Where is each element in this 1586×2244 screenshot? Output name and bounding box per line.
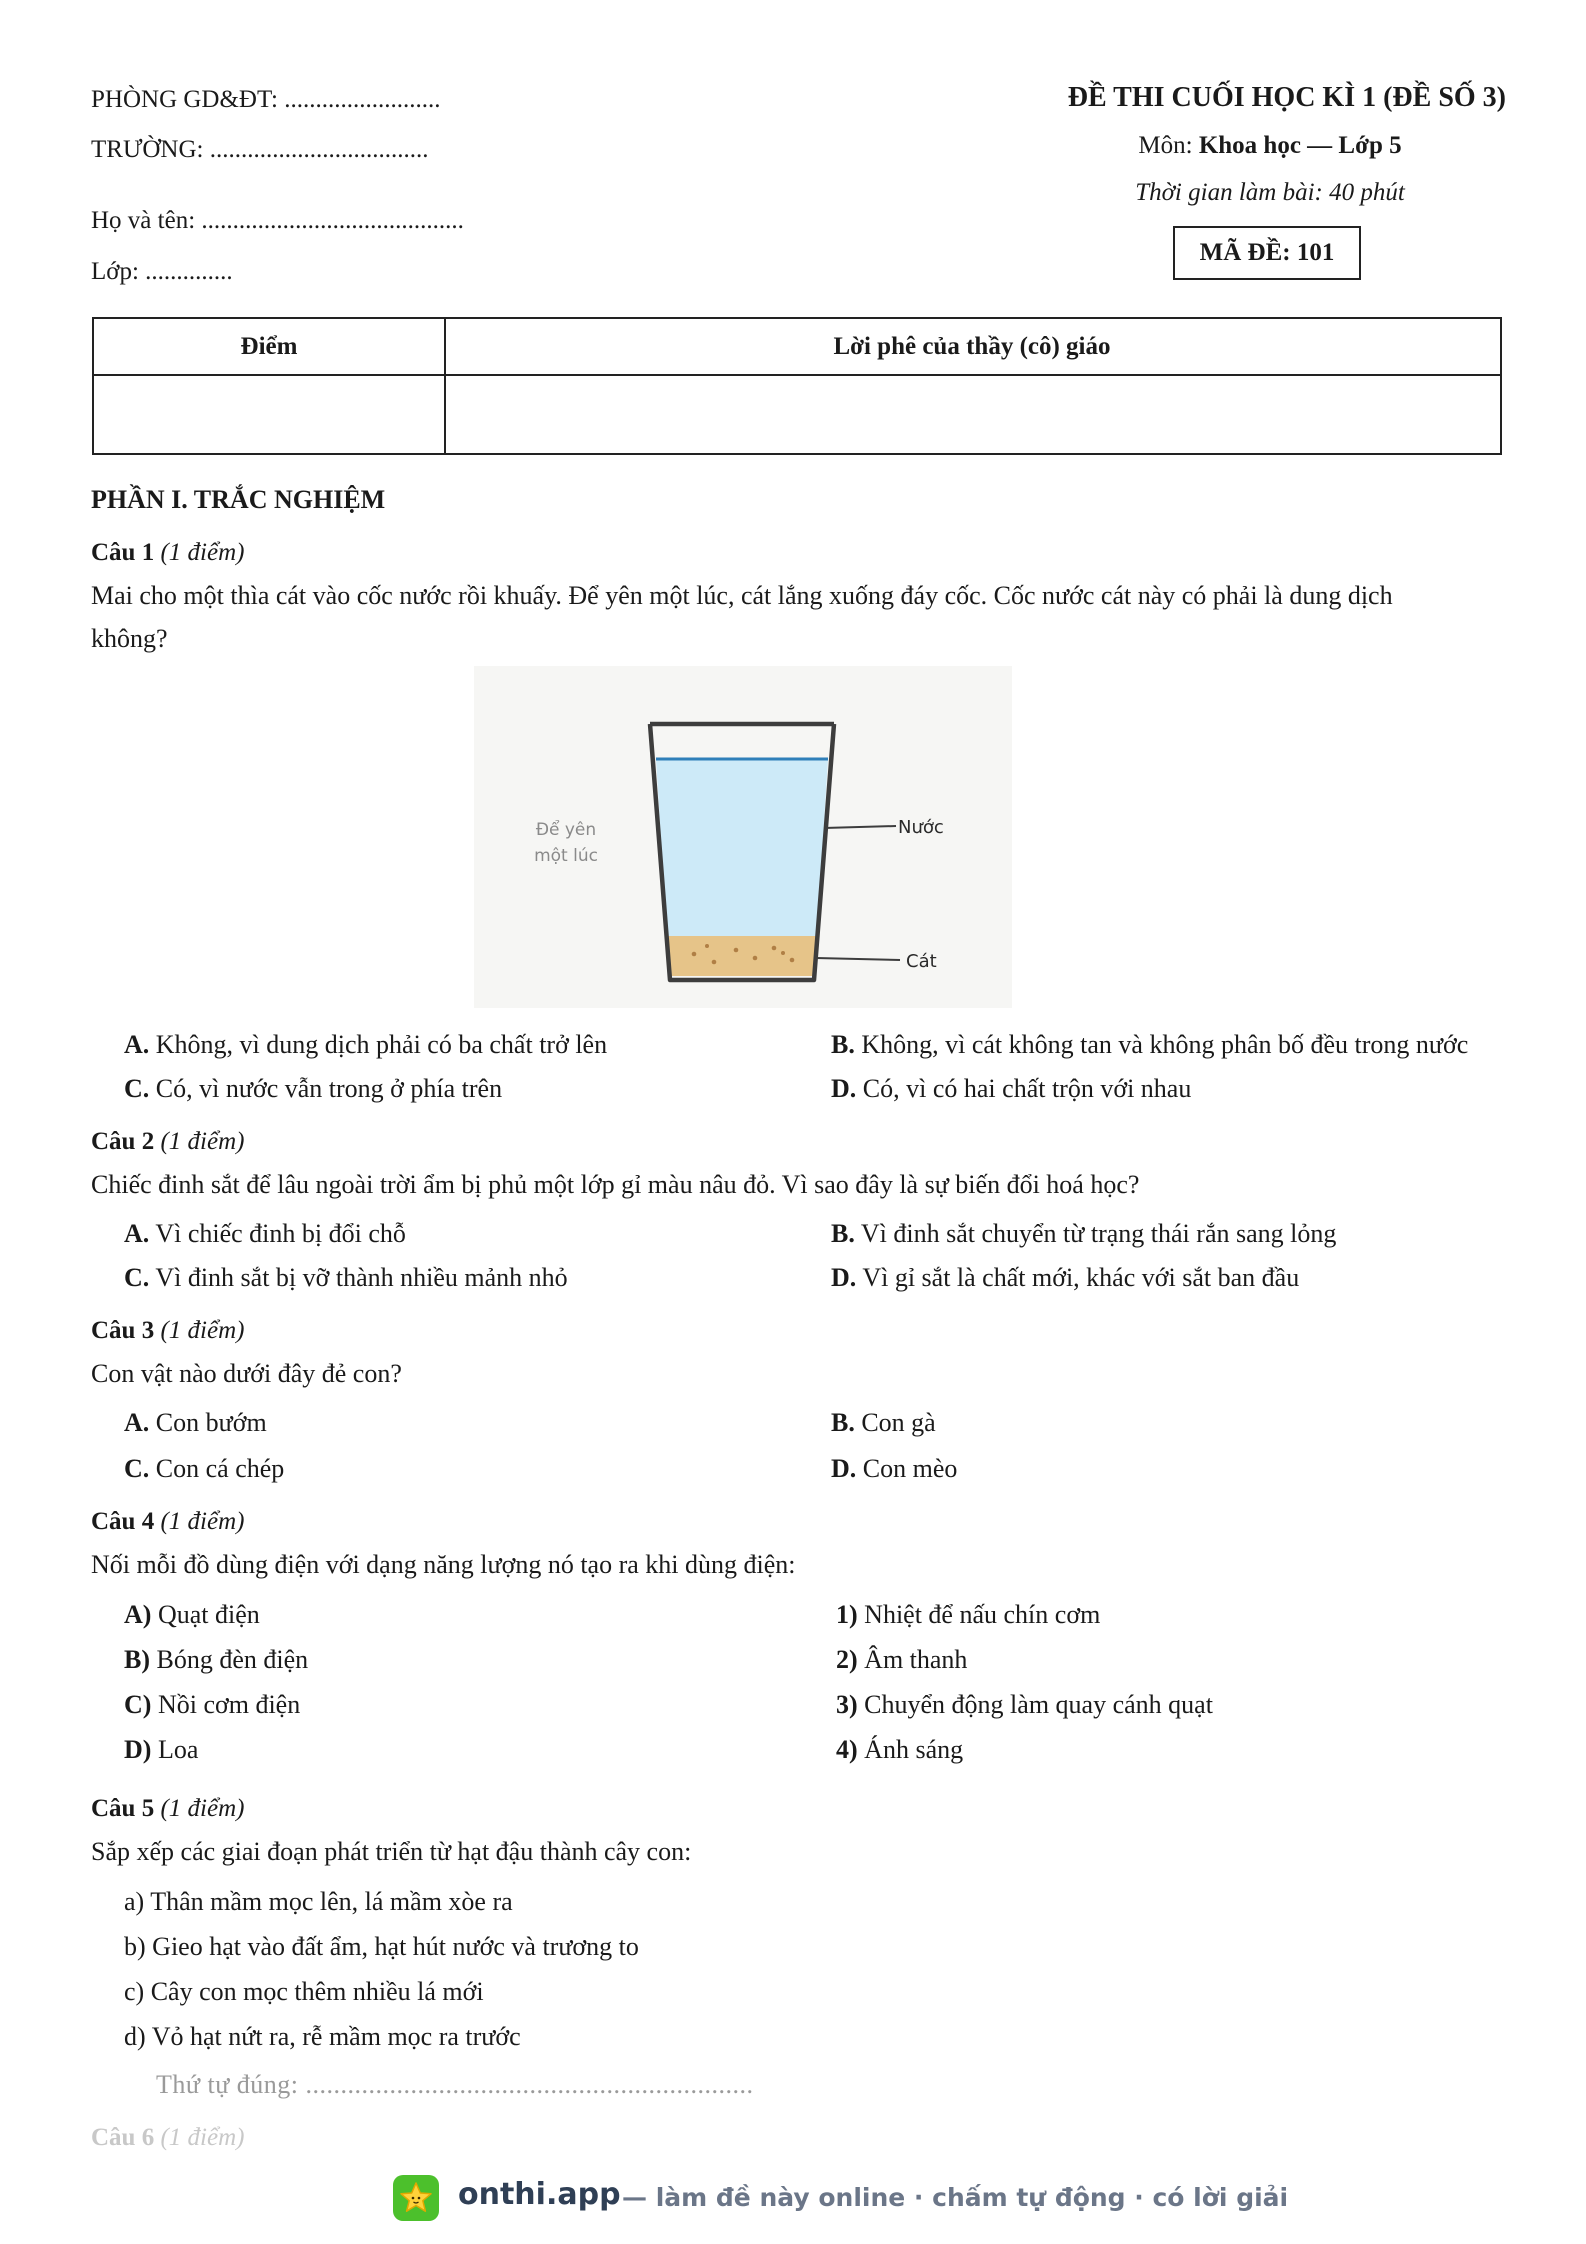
match-key: 4) [836,1735,858,1764]
water-fill [656,759,828,936]
water-label: Nước [898,817,944,838]
q4-left-item-d[interactable] [124,1735,198,1765]
question-points: (1 điểm) [160,1128,245,1155]
glass-figure [474,666,1012,1008]
option-text: Con cá chép [155,1454,285,1483]
question-points: (1 điểm) [160,539,245,566]
match-key: D) [124,1735,152,1764]
match-key: A) [124,1600,152,1629]
sand-layer [667,936,817,976]
option-letter: A. [124,1030,150,1059]
option-letter: A. [124,1408,150,1437]
onthi-logo[interactable] [393,2175,439,2221]
match-key: 3) [836,1690,858,1719]
match-key: C) [124,1690,152,1719]
caption-line-1: Để yên [535,820,597,840]
sand-pointer-line [816,958,900,960]
question-label: Câu 6 [91,2124,155,2151]
q5-step-d [124,2022,521,2052]
score-table [92,317,1502,455]
option-letter: B. [831,1219,855,1248]
question-points: (1 điểm) [160,1317,245,1344]
step-text: Vỏ hạt nứt ra, rễ mầm mọc ra trước [151,2022,521,2051]
step-key: a) [124,1887,145,1916]
option-letter: A. [124,1219,150,1248]
option-text: Con bướm [155,1408,267,1437]
question-3-text: Con vật nào dưới đây đẻ con? [91,1359,402,1388]
question-points: (1 điểm) [160,2124,245,2151]
question-points: (1 điểm) [160,1795,245,1822]
step-key: d) [124,2022,146,2051]
match-key: B) [124,1645,150,1674]
school-field: TRƯỜNG: ................................... [91,136,429,163]
q2-option-d[interactable] [831,1263,1299,1293]
comment-header: Lời phê của thầy (cô) giáo [833,333,1111,360]
score-header: Điểm [240,333,298,360]
question-label: Câu 2 [91,1128,155,1155]
option-text: Vì chiếc đinh bị đổi chỗ [155,1219,406,1248]
question-1-text-cont: không? [91,624,168,653]
q4-right-item-4[interactable] [836,1735,963,1765]
step-text: Thân mầm mọc lên, lá mầm xòe ra [150,1887,513,1916]
option-text: Con mèo [862,1454,958,1483]
option-text: Có, vì nước vẫn trong ở phía trên [155,1074,503,1103]
q5-answer-line[interactable]: Thứ tự đúng: ................................................................ [156,2070,754,2099]
question-5-text: Sắp xếp các giai đoạn phát triển từ hạt đậu thành cây con: [91,1837,692,1866]
question-label: Câu 1 [91,539,155,566]
q1-option-c[interactable] [124,1074,502,1104]
match-key: 1) [836,1600,858,1629]
water-pointer-line [824,826,896,828]
footer-tagline: — làm đề này online · chấm tự động · có lời giải [622,2183,1289,2212]
exam-code-box: MÃ ĐỀ: 101 [1173,226,1361,280]
q4-left-item-b[interactable] [124,1645,308,1675]
option-letter: C. [124,1263,150,1292]
subject-prefix: Môn: [1138,132,1199,159]
q3-option-c[interactable] [124,1454,284,1484]
match-text: Bóng đèn điện [156,1645,309,1674]
question-5-heading [91,1795,244,1823]
question-3-heading [91,1317,244,1345]
step-text: Cây con mọc thêm nhiều lá mới [150,1977,484,2006]
match-text: Ánh sáng [864,1735,964,1764]
option-letter: B. [831,1408,855,1437]
glass-illustration [474,666,1012,1008]
q1-option-b[interactable] [831,1030,1468,1060]
option-letter: C. [124,1074,150,1103]
q4-left-item-a[interactable] [124,1600,260,1630]
question-1-heading [91,539,244,567]
q3-option-b[interactable] [831,1408,936,1438]
exam-duration: Thời gian làm bài: 40 phút [1135,179,1405,206]
comment-cell[interactable] [446,376,1500,453]
option-text: Vì đinh sắt chuyển từ trạng thái rắn sang lỏng [860,1219,1337,1248]
option-letter: D. [831,1263,857,1292]
step-key: c) [124,1977,145,2006]
q2-option-b[interactable] [831,1219,1336,1249]
match-text: Nồi cơm điện [157,1690,301,1719]
question-1-text: Mai cho một thìa cát vào cốc nước rồi khuấy. Để yên một lúc, cát lắng xuống đáy cốc. Cốc nước cát này có phải là dung dịch [91,581,1393,610]
question-2-heading [91,1128,244,1156]
footer-brand[interactable]: onthi.app [458,2177,621,2212]
q4-right-item-1[interactable] [836,1600,1100,1630]
section-title: PHẦN I. TRẮC NGHIỆM [91,485,386,514]
option-letter: D. [831,1454,857,1483]
option-text: Có, vì có hai chất trộn với nhau [862,1074,1192,1103]
q4-right-item-3[interactable] [836,1690,1213,1720]
option-text: Không, vì dung dịch phải có ba chất trở lên [155,1030,608,1059]
step-text: Gieo hạt vào đất ẩm, hạt hút nước và trương to [152,1932,639,1961]
q1-option-d[interactable] [831,1074,1191,1104]
question-label: Câu 3 [91,1317,155,1344]
q5-step-c [124,1977,484,2007]
question-6-heading [91,2124,244,2152]
option-letter: C. [124,1454,150,1483]
exam-title: ĐỀ THI CUỐI HỌC KÌ 1 (ĐỀ SỐ 3) [1067,82,1506,113]
question-4-text: Nối mỗi đồ dùng điện với dạng năng lượng nó tạo ra khi dùng điện: [91,1550,796,1579]
q2-option-a[interactable] [124,1219,406,1249]
question-label: Câu 5 [91,1795,155,1822]
class-field: Lớp: .............. [91,258,233,285]
question-label: Câu 4 [91,1508,155,1535]
match-text: Âm thanh [864,1645,968,1674]
match-key: 2) [836,1645,858,1674]
q3-option-d[interactable] [831,1454,957,1484]
exam-subject [1060,132,1480,160]
subject-name: Khoa học — Lớp 5 [1198,132,1402,159]
sand-label: Cát [906,951,937,972]
match-text: Chuyển động làm quay cánh quạt [864,1690,1213,1719]
student-name-field: Họ và tên: .......................................... [91,207,464,234]
option-text: Con gà [861,1408,936,1437]
q5-step-b [124,1932,639,1962]
match-text: Loa [157,1735,199,1764]
dept-field: PHÒNG GD&ĐT: ......................... [91,86,441,113]
q1-option-a[interactable] [124,1030,607,1060]
step-key: b) [124,1932,146,1961]
q3-option-a[interactable] [124,1408,267,1438]
q5-step-a [124,1887,513,1917]
option-text: Vì gỉ sắt là chất mới, khác với sắt ban đầu [862,1263,1300,1292]
question-points: (1 điểm) [160,1508,245,1535]
q4-right-item-2[interactable] [836,1645,967,1675]
option-letter: D. [831,1074,857,1103]
option-text: Vì đinh sắt bị vỡ thành nhiều mảnh nhỏ [155,1263,568,1292]
option-letter: B. [831,1030,855,1059]
question-2-text: Chiếc đinh sắt để lâu ngoài trời ẩm bị phủ một lớp gỉ màu nâu đỏ. Vì sao đây là sự biến đổi hoá học? [91,1170,1140,1199]
score-cell[interactable] [94,376,444,453]
match-text: Quạt điện [157,1600,260,1629]
q4-left-item-c[interactable] [124,1690,300,1720]
option-text: Không, vì cát không tan và không phân bố đều trong nước [861,1030,1469,1059]
match-text: Nhiệt để nấu chín cơm [864,1600,1101,1629]
q2-option-c[interactable] [124,1263,568,1293]
star-icon [393,2175,439,2221]
caption-line-2: một lúc [534,846,598,866]
question-4-heading [91,1508,244,1536]
